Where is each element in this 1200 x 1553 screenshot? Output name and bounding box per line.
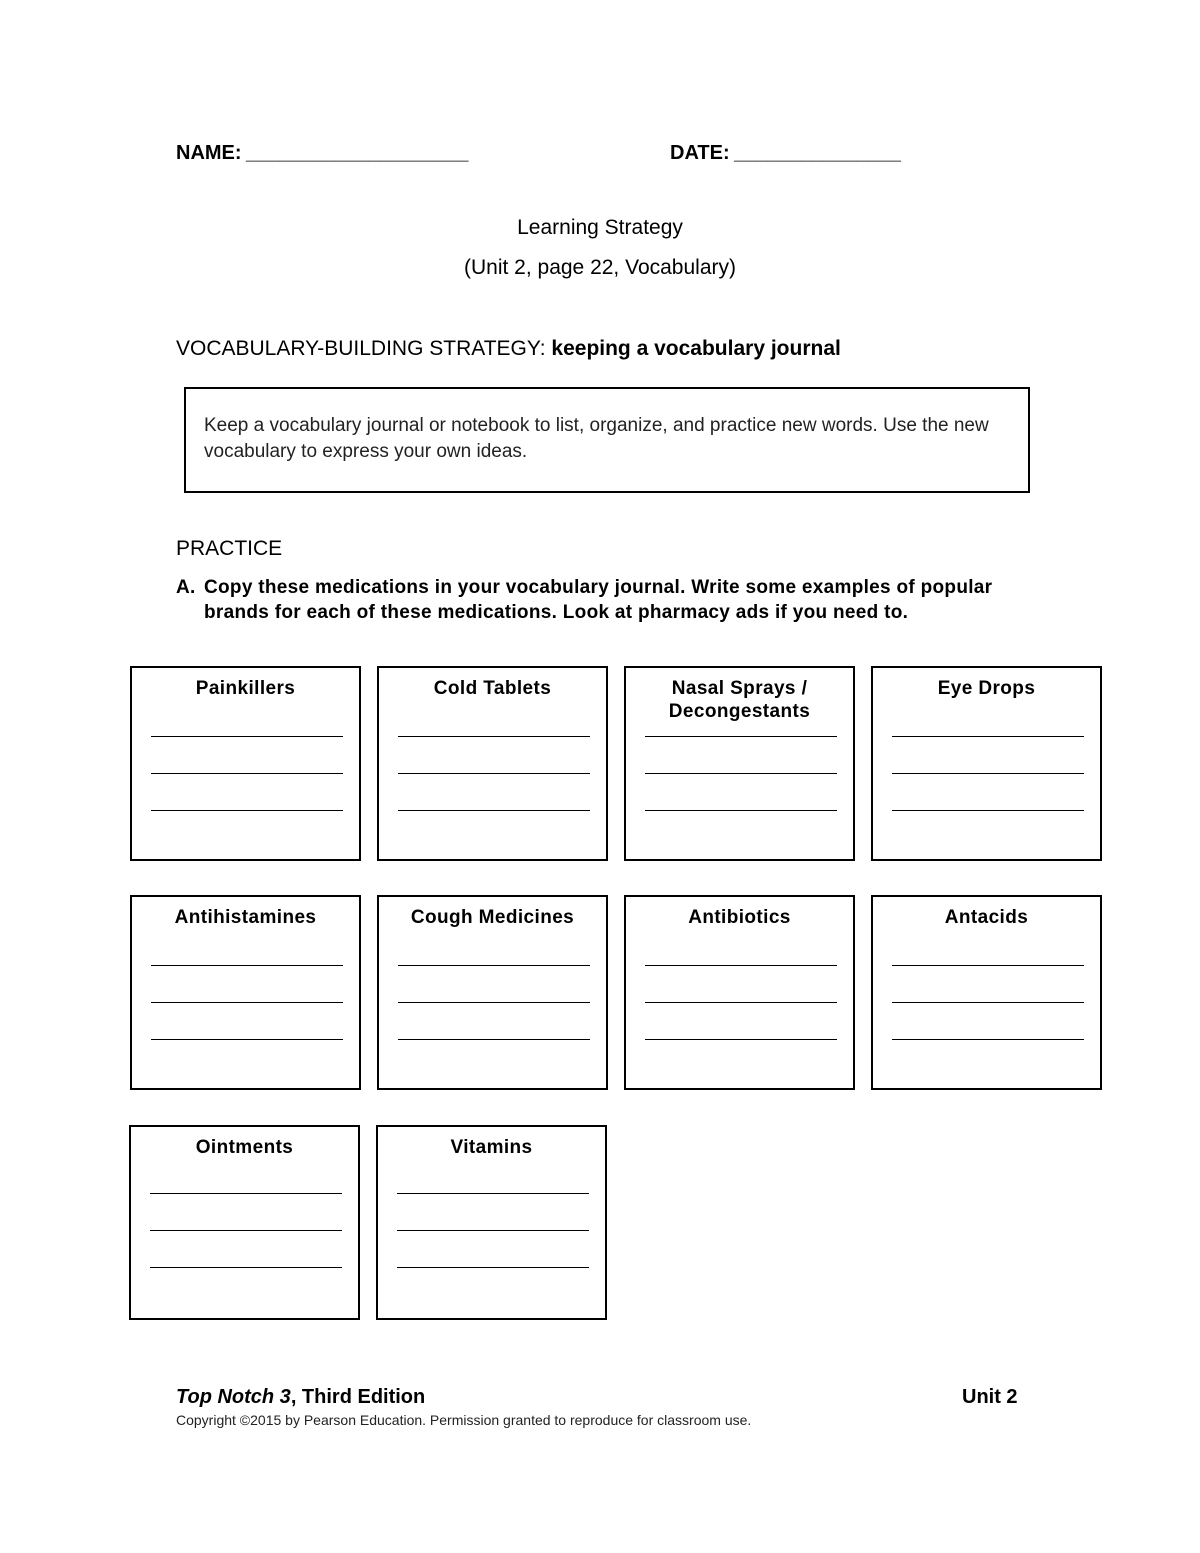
category-title: Cold Tablets xyxy=(433,678,552,699)
write-line[interactable] xyxy=(398,1039,590,1040)
category-title: Painkillers xyxy=(195,678,296,699)
write-line[interactable] xyxy=(397,1193,589,1194)
strategy-tip-text: Keep a vocabulary journal or notebook to list, organize, and practice new words. Use the new vocabulary to express your own ideas. xyxy=(204,415,989,462)
date-field[interactable] xyxy=(670,142,901,165)
category-box xyxy=(377,666,608,861)
write-line[interactable] xyxy=(892,736,1084,737)
write-line[interactable] xyxy=(645,773,837,774)
name-blank[interactable]: ____________________ xyxy=(246,142,469,164)
name-field[interactable] xyxy=(176,142,468,165)
write-line[interactable] xyxy=(398,773,590,774)
write-line[interactable] xyxy=(645,1039,837,1040)
strategy-text: keeping a vocabulary journal xyxy=(551,337,841,360)
strategy-heading xyxy=(176,337,841,361)
write-line[interactable] xyxy=(150,1230,342,1231)
category-title: Antacids xyxy=(944,907,1029,928)
write-line[interactable] xyxy=(150,1193,342,1194)
category-box xyxy=(871,666,1102,861)
copyright-notice: Copyright ©2015 by Pearson Education. Permission granted to reproduce for classroom use. xyxy=(176,1412,752,1428)
write-line[interactable] xyxy=(645,810,837,811)
book-edition: , Third Edition xyxy=(290,1386,426,1408)
strategy-label: VOCABULARY-BUILDING STRATEGY: xyxy=(176,337,546,360)
write-line[interactable] xyxy=(892,965,1084,966)
category-title: Cough Medicines xyxy=(410,907,575,928)
page-subtitle: (Unit 2, page 22, Vocabulary) xyxy=(464,256,736,279)
write-line[interactable] xyxy=(398,965,590,966)
category-box xyxy=(130,895,361,1090)
category-title: Ointments xyxy=(195,1137,294,1158)
write-line[interactable] xyxy=(645,965,837,966)
footer-unit: Unit 2 xyxy=(962,1386,1018,1408)
item-label: A. xyxy=(176,577,196,598)
page-title: Learning Strategy xyxy=(517,216,683,239)
practice-heading: PRACTICE xyxy=(176,537,283,560)
footer-book-title xyxy=(176,1386,425,1409)
category-title: Vitamins xyxy=(450,1137,533,1158)
category-box xyxy=(871,895,1102,1090)
category-title: Antibiotics xyxy=(688,907,791,928)
write-line[interactable] xyxy=(645,1002,837,1003)
date-label: DATE: xyxy=(670,142,730,164)
category-box xyxy=(624,895,855,1090)
instruction-text: Copy these medications in your vocabulary journal. Write some examples of popular brands for each of these medications. Look at pharmacy ads if you need to. xyxy=(204,577,993,623)
write-line[interactable] xyxy=(151,773,343,774)
write-line[interactable] xyxy=(151,965,343,966)
category-title: Antihistamines xyxy=(174,907,317,928)
write-line[interactable] xyxy=(398,1002,590,1003)
write-line[interactable] xyxy=(892,1039,1084,1040)
write-line[interactable] xyxy=(398,736,590,737)
write-line[interactable] xyxy=(151,1039,343,1040)
write-line[interactable] xyxy=(397,1267,589,1268)
write-line[interactable] xyxy=(892,773,1084,774)
name-label: NAME: xyxy=(176,142,242,164)
write-line[interactable] xyxy=(892,810,1084,811)
category-box xyxy=(130,666,361,861)
write-line[interactable] xyxy=(645,736,837,737)
category-box xyxy=(377,895,608,1090)
write-line[interactable] xyxy=(892,1002,1084,1003)
category-box xyxy=(624,666,855,861)
strategy-tip-box xyxy=(184,387,1030,493)
date-blank[interactable]: _______________ xyxy=(734,142,901,164)
write-line[interactable] xyxy=(151,810,343,811)
write-line[interactable] xyxy=(151,736,343,737)
category-box xyxy=(376,1125,607,1320)
write-line[interactable] xyxy=(151,1002,343,1003)
write-line[interactable] xyxy=(150,1267,342,1268)
category-title: Eye Drops xyxy=(937,678,1036,699)
category-box xyxy=(129,1125,360,1320)
book-name: Top Notch 3 xyxy=(176,1386,291,1408)
write-line[interactable] xyxy=(397,1230,589,1231)
practice-instruction xyxy=(176,575,1006,625)
category-title: Nasal Sprays / Decongestants xyxy=(668,678,811,722)
write-line[interactable] xyxy=(398,810,590,811)
